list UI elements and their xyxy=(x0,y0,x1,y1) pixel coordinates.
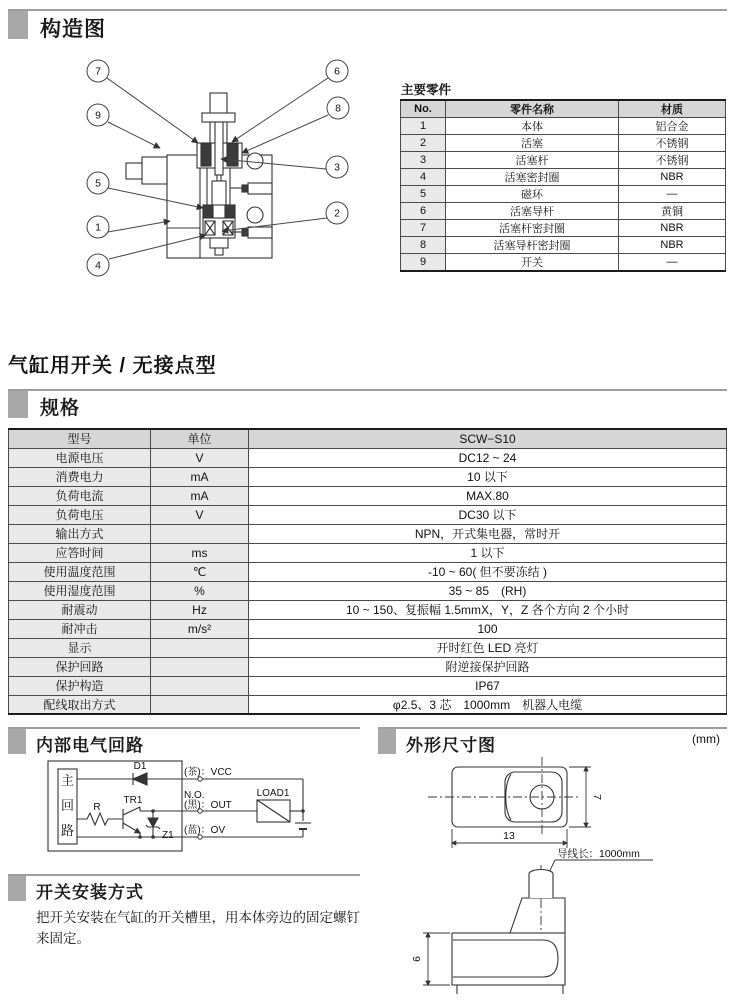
table-row: 应答时间 ms 1 以下 xyxy=(9,543,727,562)
dimension-unit-label: (mm) xyxy=(692,732,720,746)
table-row: 2 活塞 不锈钢 xyxy=(401,135,726,152)
ov-label: (蓝)：OV xyxy=(184,825,226,836)
switch-side-view xyxy=(452,865,565,994)
zener-symbol xyxy=(148,818,158,827)
d1-label: D1 xyxy=(133,761,147,772)
svg-text:7: 7 xyxy=(95,65,101,78)
specs-header-unit: 单位 xyxy=(151,429,249,448)
structure-diagram xyxy=(60,55,380,295)
table-row: 8 活塞导杆密封圈 NBR xyxy=(401,237,726,254)
svg-text:9: 9 xyxy=(95,109,101,122)
specs-header-model: 型号 xyxy=(9,429,151,448)
section-divider xyxy=(8,9,727,11)
svg-text:6: 6 xyxy=(334,65,340,78)
dimension-lines-top xyxy=(452,767,591,848)
section-marker xyxy=(378,729,396,754)
svg-text:3: 3 xyxy=(334,161,340,174)
svg-text:8: 8 xyxy=(335,102,341,115)
table-row: 耐冲击 m/s² 100 xyxy=(9,619,727,638)
structure-section-title: 构造图 xyxy=(40,18,106,41)
table-row: 1 本体 铝合金 xyxy=(401,118,726,135)
section-divider xyxy=(8,389,727,391)
dimension-lines-side xyxy=(423,933,450,985)
cylinder-cross-section xyxy=(126,93,272,258)
specs-section-title: 规格 xyxy=(40,398,81,419)
table-row: 保护构造 IP67 xyxy=(9,676,727,695)
height-dimension: 7 xyxy=(591,794,603,800)
load1-label: LOAD1 xyxy=(256,788,290,799)
depth-dimension: 6 xyxy=(411,956,423,962)
mounting-instructions: 把开关安装在气缸的开关槽里，用本体旁边的固定螺钉来固定。 xyxy=(36,910,360,946)
table-row: 使用温度范围 ℃ -10 ~ 60( 但不要冻结 ) xyxy=(9,562,727,581)
section-divider xyxy=(8,727,360,729)
dimensions-section-title: 外形尺寸图 xyxy=(406,736,496,755)
parts-header-material: 材质 xyxy=(619,100,726,118)
dimension-drawing xyxy=(395,753,735,1001)
main-circuit-char: 回 xyxy=(60,798,75,813)
table-row: 4 活塞密封圈 NBR xyxy=(401,169,726,186)
main-circuit-char: 路 xyxy=(60,823,75,838)
no-label: N.O. xyxy=(184,790,205,801)
table-row: 负荷电流 mA MAX.80 xyxy=(9,486,727,505)
switch-top-view xyxy=(428,757,580,837)
lead-length-label: 导线长：1000mm xyxy=(557,848,640,860)
circuit-section-title: 内部电气回路 xyxy=(36,736,144,755)
table-row: 6 活塞导杆 黄铜 xyxy=(401,203,726,220)
table-row: 配线取出方式 φ2.5、3 芯 1000mm 机器人电缆 xyxy=(9,695,727,714)
parts-header-no: No. xyxy=(401,100,446,118)
parts-header-row xyxy=(401,100,726,118)
section-marker xyxy=(8,876,26,901)
table-row: 负荷电压 V DC30 以下 xyxy=(9,505,727,524)
width-dimension: 13 xyxy=(503,830,515,842)
table-row: 9 开关 — xyxy=(401,254,726,272)
table-row: 使用湿度范围 % 35 ~ 85 (RH) xyxy=(9,581,727,600)
svg-text:2: 2 xyxy=(334,207,340,220)
r-label: R xyxy=(93,802,101,813)
table-row: 电源电压 V DC12 ~ 24 xyxy=(9,448,727,467)
table-row: 7 活塞杆密封圈 NBR xyxy=(401,220,726,237)
z1-label: Z1 xyxy=(162,830,174,841)
table-row: 5 磁环 — xyxy=(401,186,726,203)
svg-text:5: 5 xyxy=(95,177,101,190)
table-row: 耐震动 Hz 10 ~ 150、复振幅 1.5mmX，Y，Z 各个方向 2 个小时 xyxy=(9,600,727,619)
parts-header-name: 零件名称 xyxy=(446,100,619,118)
mounting-section-title: 开关安装方式 xyxy=(36,883,144,902)
vcc-label: (茶)：VCC xyxy=(184,767,232,778)
specs-header-value: SCW−S10 xyxy=(249,429,727,448)
out-label: (黑)：OUT xyxy=(184,800,232,811)
tr1-label: TR1 xyxy=(123,795,143,806)
section-marker xyxy=(8,11,28,39)
section-marker xyxy=(8,391,28,418)
parts-table-title: 主要零件 xyxy=(401,83,452,97)
table-row: 显示 开时红色 LED 亮灯 xyxy=(9,638,727,657)
main-circuit-char: 主 xyxy=(60,773,75,788)
table-row: 消费电力 mA 10 以下 xyxy=(9,467,727,486)
svg-text:1: 1 xyxy=(95,221,101,234)
table-row: 3 活塞杆 不锈钢 xyxy=(401,152,726,169)
svg-text:4: 4 xyxy=(95,259,101,272)
table-row: 输出方式 NPN，开式集电器，常时开 xyxy=(9,524,727,543)
table-row: 保护回路 附逆接保护回路 xyxy=(9,657,727,676)
section-divider xyxy=(378,727,727,729)
diode-symbol xyxy=(133,773,147,785)
section-divider xyxy=(8,874,360,876)
resistor-symbol xyxy=(77,813,123,825)
product-title: 气缸用开关 / 无接点型 xyxy=(8,355,217,377)
circuit-diagram xyxy=(45,757,320,857)
specs-table xyxy=(8,428,727,715)
specs-header-row xyxy=(9,429,727,448)
parts-table xyxy=(400,99,726,272)
section-marker xyxy=(8,729,26,754)
